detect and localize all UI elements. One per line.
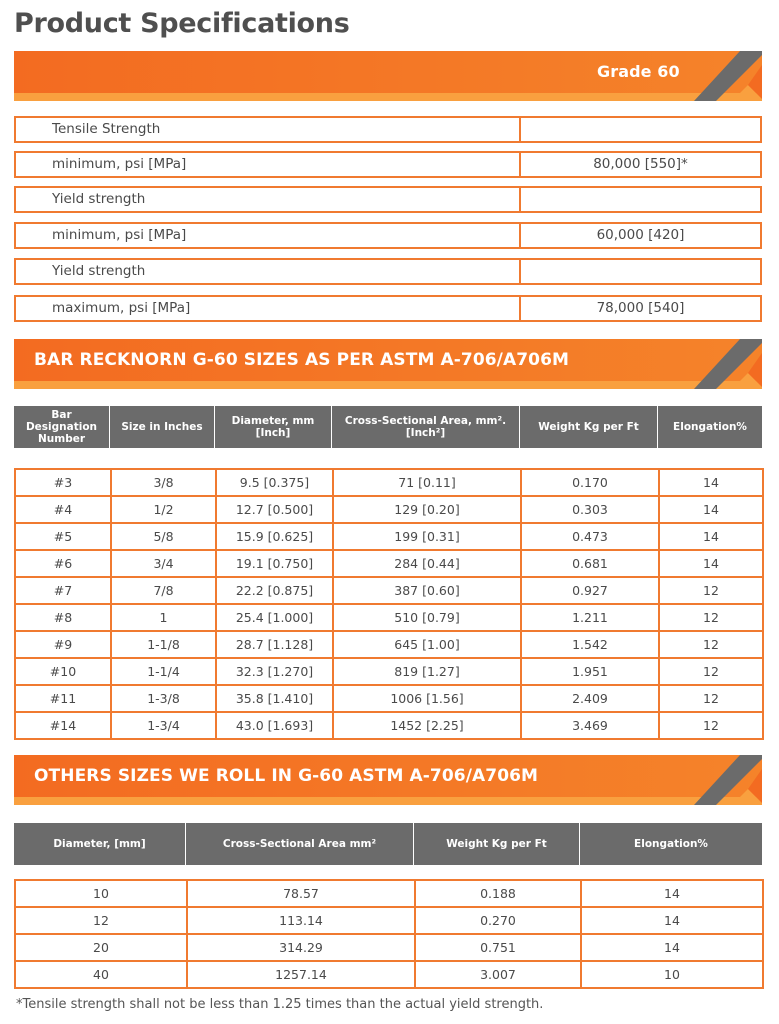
column-header: Cross-Sectional Area mm² [186,823,414,865]
table-cell: 14 [581,880,763,907]
table-cell: 78.57 [187,880,415,907]
table-row [15,712,763,739]
table-cell: 7/8 [111,577,216,604]
table-row [15,685,763,712]
table-cell: 10 [15,880,187,907]
table-cell: 1-1/8 [111,631,216,658]
grade-row-value: 80,000 [550]* [593,156,688,172]
table-cell: 12.7 [0.500] [216,496,333,523]
table-cell: #9 [15,631,111,658]
table-cell: 284 [0.44] [333,550,521,577]
table-cell: 0.188 [415,880,581,907]
table-cell: 5/8 [111,523,216,550]
grade-row-label: Yield strength [16,260,521,283]
banner-corner-decoration [682,51,762,101]
table-row [15,880,763,907]
table-row [15,469,763,496]
bar-sizes-banner [14,339,762,389]
table-cell: 1452 [2.25] [333,712,521,739]
table-cell: 387 [0.60] [333,577,521,604]
table-cell: 28.7 [1.128] [216,631,333,658]
table-cell: 14 [581,907,763,934]
table-cell: 645 [1.00] [333,631,521,658]
table-cell: 1.211 [521,604,659,631]
table-cell: 12 [659,604,763,631]
table-cell: 3.469 [521,712,659,739]
table-cell: 1-3/4 [111,712,216,739]
column-header: Cross-Sectional Area, mm². [Inch²] [332,406,520,448]
table-cell: 25.4 [1.000] [216,604,333,631]
table-cell: 10 [581,961,763,988]
table-cell: 12 [15,907,187,934]
table-cell: 12 [659,685,763,712]
table-cell: 14 [581,934,763,961]
table-cell: #6 [15,550,111,577]
table-cell: 1-3/8 [111,685,216,712]
table-cell: 15.9 [0.625] [216,523,333,550]
table-cell: #5 [15,523,111,550]
grade-row-label: minimum, psi [MPa] [16,153,521,176]
table-row [15,934,763,961]
table-row [15,961,763,988]
table-cell: 14 [659,523,763,550]
table-cell: 3/8 [111,469,216,496]
banner-corner-decoration [682,339,762,389]
table-cell: 0.170 [521,469,659,496]
table-row [15,523,763,550]
table-cell: 19.1 [0.750] [216,550,333,577]
table-row [15,604,763,631]
table-row [15,577,763,604]
table-cell: 43.0 [1.693] [216,712,333,739]
table-cell: 20 [15,934,187,961]
table-cell: 510 [0.79] [333,604,521,631]
column-header: Weight Kg per Ft [414,823,580,865]
table-cell: #8 [15,604,111,631]
table-cell: #3 [15,469,111,496]
table-cell: 35.8 [1.410] [216,685,333,712]
banner-strip [14,93,762,101]
table-cell: #10 [15,658,111,685]
grade-row [14,186,762,213]
grade-row [14,222,762,249]
table-cell: 1257.14 [187,961,415,988]
column-header: Size in Inches [110,406,215,448]
table-row [15,550,763,577]
grade-row-value [521,260,760,283]
footnote: *Tensile strength shall not be less than 1.25 times than the actual yield strength. [16,997,544,1012]
table-cell: 14 [659,469,763,496]
table-cell: 1 [111,604,216,631]
column-header: Diameter, mm [Inch] [215,406,332,448]
table-row [15,496,763,523]
other-table-header [14,823,762,865]
table-cell: 32.3 [1.270] [216,658,333,685]
bar-sizes-table [14,468,764,740]
grade-banner [14,51,762,101]
table-cell: 819 [1.27] [333,658,521,685]
table-cell: 14 [659,550,763,577]
table-cell: 3.007 [415,961,581,988]
other-sizes-banner [14,755,762,805]
grade-row-label: minimum, psi [MPa] [16,224,521,247]
column-header: Elongation% [673,421,747,433]
table-cell: 12 [659,658,763,685]
table-cell: 0.927 [521,577,659,604]
banner-corner-decoration [682,755,762,805]
table-cell: 0.751 [415,934,581,961]
table-cell: 0.681 [521,550,659,577]
table-cell: 3/4 [111,550,216,577]
table-cell: 199 [0.31] [333,523,521,550]
grade-row [14,116,762,143]
table-cell: 0.303 [521,496,659,523]
table-cell: 1.542 [521,631,659,658]
table-row [15,658,763,685]
grade-row [14,295,762,322]
grade-row [14,151,762,178]
table-cell: 129 [0.20] [333,496,521,523]
grade-row-label: maximum, psi [MPa] [16,297,521,320]
table-cell: 2.409 [521,685,659,712]
table-row [15,631,763,658]
table-cell: 22.2 [0.875] [216,577,333,604]
banner-strip [14,381,762,389]
table-cell: 1.951 [521,658,659,685]
grade-row-value [521,188,760,211]
bar-sizes-title: BAR RECKNORN G-60 SIZES AS PER ASTM A-706/A706M [34,350,570,370]
table-cell: 314.29 [187,934,415,961]
grade-row-label: Yield strength [16,188,521,211]
table-cell: 9.5 [0.375] [216,469,333,496]
table-cell: 1/2 [111,496,216,523]
table-cell: #7 [15,577,111,604]
table-cell: 14 [659,496,763,523]
grade-row-label: Tensile Strength [16,118,521,141]
page-title: Product Specifications [14,8,350,39]
other-sizes-table [14,879,764,989]
table-row [15,907,763,934]
column-header: Bar Designation Number [14,406,110,448]
table-cell: 113.14 [187,907,415,934]
grade-row-value [521,118,760,141]
column-header: Weight Kg per Ft [520,406,658,448]
table-cell: 1-1/4 [111,658,216,685]
grade-row [14,258,762,285]
grade-row-value: 78,000 [540] [596,300,685,316]
table-cell: #4 [15,496,111,523]
column-header: Diameter, [mm] [14,823,186,865]
column-header: Elongation% [634,838,708,850]
table-cell: #14 [15,712,111,739]
bar-table-header [14,406,762,448]
table-cell: 12 [659,631,763,658]
grade-label: Grade 60 [597,62,680,81]
table-cell: 1006 [1.56] [333,685,521,712]
table-cell: 12 [659,577,763,604]
table-cell: 0.473 [521,523,659,550]
other-sizes-title: OTHERS SIZES WE ROLL IN G-60 ASTM A-706/A706M [34,766,539,786]
grade-row-value: 60,000 [420] [596,227,685,243]
banner-strip [14,797,762,805]
table-cell: 12 [659,712,763,739]
table-cell: 0.270 [415,907,581,934]
table-cell: 71 [0.11] [333,469,521,496]
table-cell: #11 [15,685,111,712]
table-cell: 40 [15,961,187,988]
